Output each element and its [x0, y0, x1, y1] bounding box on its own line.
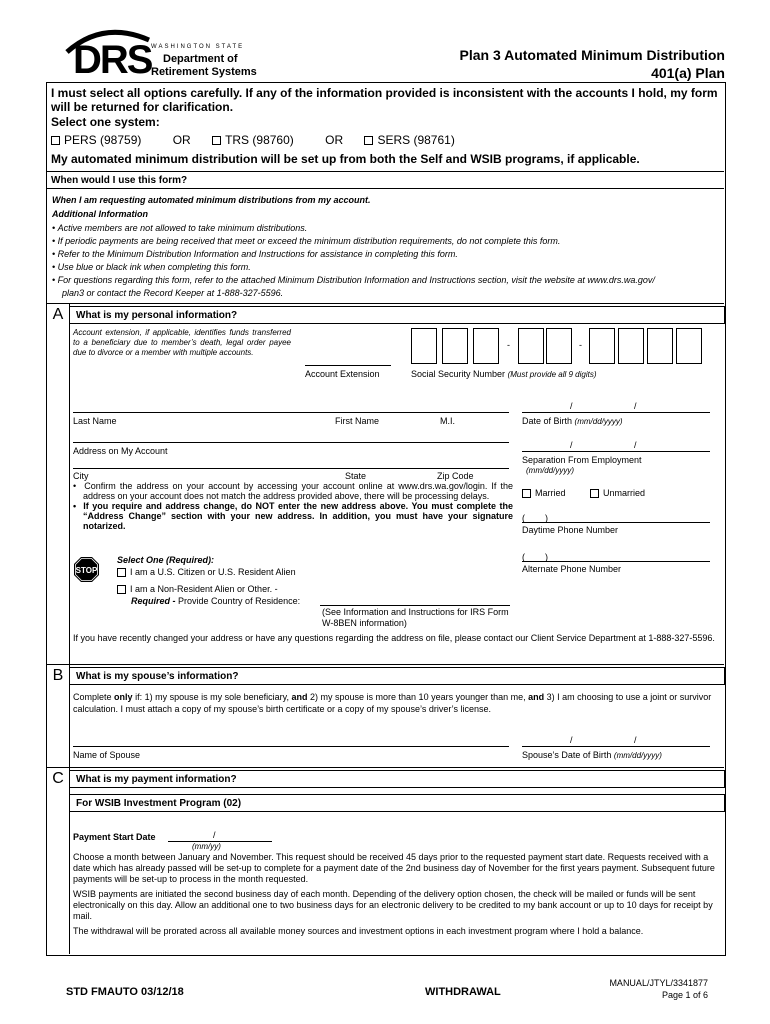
pers-label: PERS (98759) [64, 133, 142, 147]
form-title-line2: 401(a) Plan [651, 65, 725, 81]
section-c-letter: C [52, 770, 64, 787]
first-name-label: First Name [335, 416, 380, 426]
payment-para-1: Choose a month between January and November. This request should be received 45 days prior to the requested payment start date. Requests received with a date which has already passed will be set-up to complete for a payment date of the 2nd business day of November for the first years payment. Subsequent future payments will be set-up to process in the month requested. [73, 852, 715, 884]
sers-checkbox[interactable] [364, 136, 373, 145]
mi-label: M.I. [440, 416, 455, 426]
spouse-dob-label: Spouse’s Date of Birth (mm/dd/yyyy) [522, 750, 662, 760]
section-b-letter: B [52, 667, 64, 684]
form-title-line1: Plan 3 Automated Minimum Distribution [459, 47, 725, 63]
when-lead: When I am requesting automated minimum distributions from my account. [52, 195, 371, 205]
ssn-box[interactable] [473, 328, 499, 364]
dob-slash: / [634, 401, 637, 411]
address-notes [73, 481, 513, 531]
separation-format: (mm/dd/yyyy) [526, 466, 574, 475]
state-label: State [345, 471, 367, 481]
footer-page: Page 1 of 6 [661, 990, 708, 1000]
citizen-checkbox[interactable] [117, 568, 126, 577]
payment-paragraphs [73, 852, 721, 937]
city-state-zip-input[interactable] [73, 468, 509, 469]
address-input[interactable] [73, 442, 509, 443]
bullet-item: • If periodic payments are being received that meet or exceed the minimum distribution requirements, do not complete this form. [52, 236, 561, 246]
country-line: Required - Provide Country of Residence: [131, 596, 301, 606]
dob-input[interactable] [522, 412, 710, 413]
married-checkbox[interactable] [522, 489, 531, 498]
ssn-dash: - [579, 340, 582, 350]
option-pers[interactable] [51, 133, 141, 147]
or-label-1: OR [172, 133, 191, 147]
daytime-phone-label: Daytime Phone Number [522, 525, 619, 535]
bullet-item: • Use blue or black ink when completing this form. [52, 262, 251, 272]
select-required-label: Select One (Required): [117, 555, 215, 565]
irs-note: (See Information and Instructions for IRS Form W-8BEN information) [322, 607, 509, 628]
last-name-label: Last Name [73, 416, 117, 426]
name-input[interactable] [73, 412, 509, 413]
ssn-box[interactable] [442, 328, 468, 364]
sep-slash: / [634, 440, 637, 450]
spouse-name-label: Name of Spouse [73, 750, 141, 760]
option-sers[interactable] [364, 133, 454, 147]
address-note-2: • If you require and address change, do NOT enter the new address above. You must complete the “Address Change” section with your new address. In addition, you must have your signature notarized. [73, 501, 513, 531]
payment-start-slash: / [213, 830, 216, 840]
or-label-2: OR [325, 133, 344, 147]
daytime-phone-input[interactable] [522, 522, 710, 523]
alt-phone-input[interactable] [522, 561, 710, 562]
nonresident-option[interactable]: I am a Non-Resident Alien or Other. - [117, 584, 278, 594]
daytime-phone-paren: ( ) [522, 513, 548, 523]
trs-label: TRS (98760) [225, 133, 294, 147]
section-b-header: What is my spouse’s information? [69, 667, 725, 685]
drs-logo [63, 26, 263, 82]
when-header: When would I use this form? [46, 171, 724, 189]
logo-mark: DRS [73, 38, 152, 82]
bullet-item: • Refer to the Minimum Distribution Information and Instructions for assistance in completing this form. [52, 249, 458, 259]
footer-code: MANUAL/JTYL/3341877 [609, 978, 708, 988]
ssn-box[interactable] [618, 328, 644, 364]
when-bullets [52, 222, 722, 300]
payment-para-2: WSIB payments are initiated the second business day of each month. Depending of the delivery option chosen, the check will be mailed or funds will be sent electronically on this day. Allow an additional one to two business days for an electronic delivery to be credited to my bank account or up to 10 days for receipt by mail. [73, 889, 713, 921]
intro-warning: I must select all options carefully. If any of the information provided is inconsistent with the accounts I hold, my form will be returned for clarification. [51, 86, 718, 114]
section-a-letter: A [52, 306, 64, 323]
dob-slash: / [570, 401, 573, 411]
country-input[interactable] [320, 605, 510, 606]
spouse-dob-slash: / [570, 735, 573, 745]
ssn-box[interactable] [546, 328, 572, 364]
address-note-1: • Confirm the address on your account by accessing your account online at www.drs.wa.gov/login. If the address on your account does not match the address provided above, there will be processing delays. [73, 481, 513, 501]
both-programs-note: My automated minimum distribution will be set up from both the Self and WSIB programs, if applicable. [51, 152, 640, 166]
ssn-box[interactable] [647, 328, 673, 364]
wsib-subheader: For WSIB Investment Program (02) [69, 794, 725, 812]
stop-text: STOP [75, 566, 98, 575]
additional-info: Additional Information [52, 209, 148, 219]
logo-line2: Retirement Systems [151, 66, 257, 78]
spouse-dob-slash: / [634, 735, 637, 745]
stop-sign-icon [73, 556, 100, 583]
section-c-header: What is my payment information? [69, 770, 725, 788]
payment-start-label: Payment Start Date [73, 832, 156, 842]
spouse-dob-input[interactable] [522, 746, 710, 747]
bullet-item: • Active members are not allowed to take minimum distributions. [52, 223, 308, 233]
dob-label: Date of Birth (mm/dd/yyyy) [522, 416, 623, 426]
ssn-label: Social Security Number (Must provide all 9 digits) [411, 369, 597, 379]
payment-start-format: (mm/yy) [192, 842, 221, 851]
ssn-box[interactable] [589, 328, 615, 364]
footer-type: WITHDRAWAL [425, 986, 501, 998]
ssn-box[interactable] [518, 328, 544, 364]
ssn-box[interactable] [411, 328, 437, 364]
zip-label: Zip Code [437, 471, 474, 481]
nonresident-checkbox[interactable] [117, 585, 126, 594]
system-options [51, 133, 651, 147]
city-label: City [73, 471, 89, 481]
pers-checkbox[interactable] [51, 136, 60, 145]
address-label: Address on My Account [73, 446, 168, 456]
married-option[interactable]: Married [522, 488, 566, 498]
ssn-dash: - [507, 340, 510, 350]
logo-line1: Department of [163, 53, 238, 65]
unmarried-checkbox[interactable] [590, 489, 599, 498]
changed-address-note: If you have recently changed your address or have any questions regarding the address on file, please contact our Client Service Department at 1-888-327-5596. [73, 633, 715, 643]
spouse-instructions: Complete only if: 1) my spouse is my sole beneficiary, and 2) my spouse is more than 10 years younger than me, and 3) I am choosing to use a joint or survivor calculation. I must attach a copy of my spouse’s birth certificate or a copy of my spouse’s driver’s license. [73, 692, 712, 714]
spouse-name-input[interactable] [73, 746, 509, 747]
bullet-item: plan3 or contact the Record Keeper at 1-888-327-5596. [62, 288, 284, 298]
form-title [460, 46, 726, 82]
footer-form-id: STD FMAUTO 03/12/18 [66, 986, 184, 998]
logo-state: WASHINGTON STATE [151, 44, 245, 50]
option-trs[interactable] [212, 133, 294, 147]
sers-label: SERS (98761) [377, 133, 455, 147]
section-a-header: What is my personal information? [69, 306, 725, 324]
alt-phone-paren: ( ) [522, 552, 548, 562]
account-extension-label: Account Extension [305, 369, 380, 379]
sep-slash: / [570, 440, 573, 450]
marital-status [522, 488, 645, 498]
separation-date-input[interactable] [522, 451, 710, 452]
separation-label: Separation From Employment [522, 455, 642, 465]
bullet-item: • For questions regarding this form, refer to the attached Minimum Distribution Information and Instructions section, visit the website at www.drs.wa.gov/ [52, 275, 655, 285]
select-one-label: Select one system: [51, 115, 160, 129]
trs-checkbox[interactable] [212, 136, 221, 145]
unmarried-option[interactable]: Unmarried [590, 488, 645, 498]
payment-para-3: The withdrawal will be prorated across all available money sources and investment options in each investment program where I hold a balance. [73, 926, 644, 936]
citizen-option[interactable]: I am a U.S. Citizen or U.S. Resident Alien [117, 567, 296, 577]
ssn-box[interactable] [676, 328, 702, 364]
alt-phone-label: Alternate Phone Number [522, 564, 622, 574]
account-extension-note: Account extension, if applicable, identifies funds transferred to a beneficiary due to member’s death, legal order payee due to divorce or a member with multiple accounts. [73, 328, 291, 357]
